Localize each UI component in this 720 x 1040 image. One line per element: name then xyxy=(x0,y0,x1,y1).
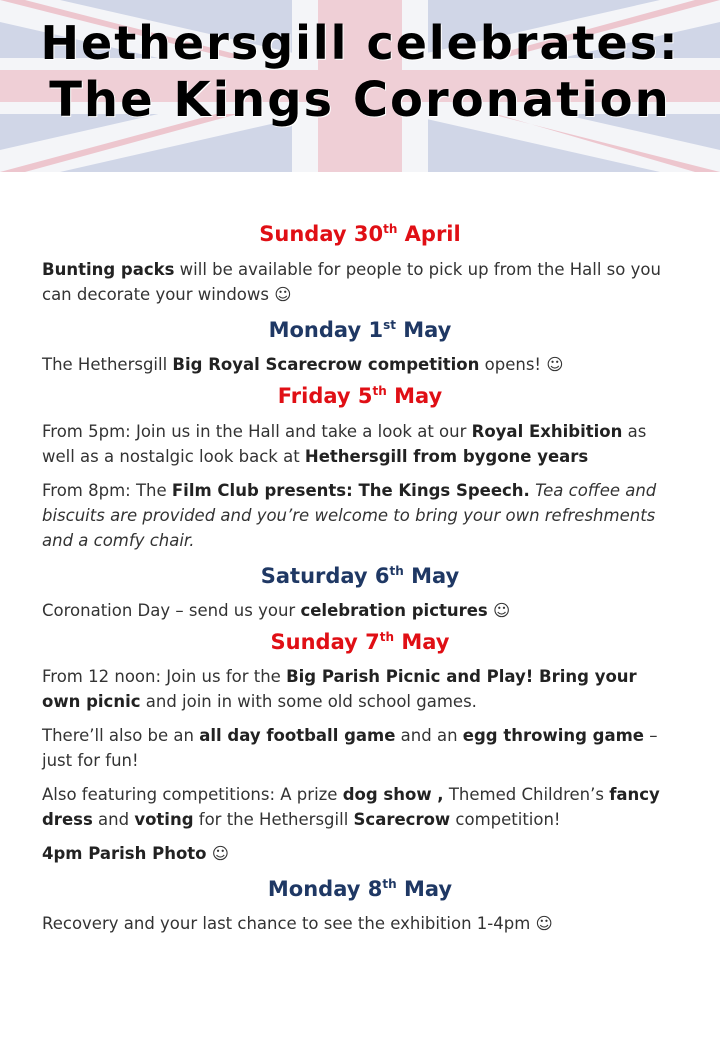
day-heading-sunday-7-may: Sunday 7th May xyxy=(270,629,450,654)
day-heading-saturday-6-may: Saturday 6th May xyxy=(260,563,460,588)
title-line-1: Hethersgill celebrates: xyxy=(40,16,680,70)
day-heading-monday-1-may: Monday 1st May xyxy=(268,318,452,343)
day-heading-monday-8-may: Monday 8th May xyxy=(267,876,453,901)
coronation-day-paragraph: Coronation Day – send us your celebration pictures ☺ xyxy=(42,600,511,620)
exhibition-paragraph: From 5pm: Join us in the Hall and take a look at our Royal Exhibition as well as a nostalgic look back at Hethersgill from bygone years xyxy=(42,421,647,466)
title-line-2: The Kings Coronation xyxy=(49,72,671,128)
film-club-paragraph: From 8pm: The Film Club presents: The Kings Speech. Tea coffee and biscuits are provided and you’re welcome to bring your own refreshments and a comfy chair. xyxy=(42,480,657,550)
games-paragraph: There’ll also be an all day football game and an egg throwing game – just for fun! xyxy=(42,725,658,770)
scarecrow-paragraph: The Hethersgill Big Royal Scarecrow competition opens! ☺ xyxy=(42,355,564,375)
recovery-paragraph: Recovery and your last chance to see the exhibition 1-4pm ☺ xyxy=(42,914,553,934)
parish-photo-paragraph: 4pm Parish Photo ☺ xyxy=(42,843,229,863)
events-content xyxy=(0,222,720,936)
competitions-paragraph: Also featuring competitions: A prize dog show , Themed Children’s fancy dress and voting for the Hethersgill Scarecrow competition! xyxy=(42,784,660,829)
bunting-paragraph: Bunting packs will be available for people to pick up from the Hall so you can decorate your windows ☺ xyxy=(42,260,661,305)
header-banner xyxy=(0,0,720,172)
picnic-paragraph: From 12 noon: Join us for the Big Parish Picnic and Play! Bring your own picnic and join in with some old school games. xyxy=(42,666,637,711)
day-heading-sunday-30-april: Sunday 30th April xyxy=(259,222,461,246)
day-heading-friday-5-may: Friday 5th May xyxy=(277,384,443,409)
